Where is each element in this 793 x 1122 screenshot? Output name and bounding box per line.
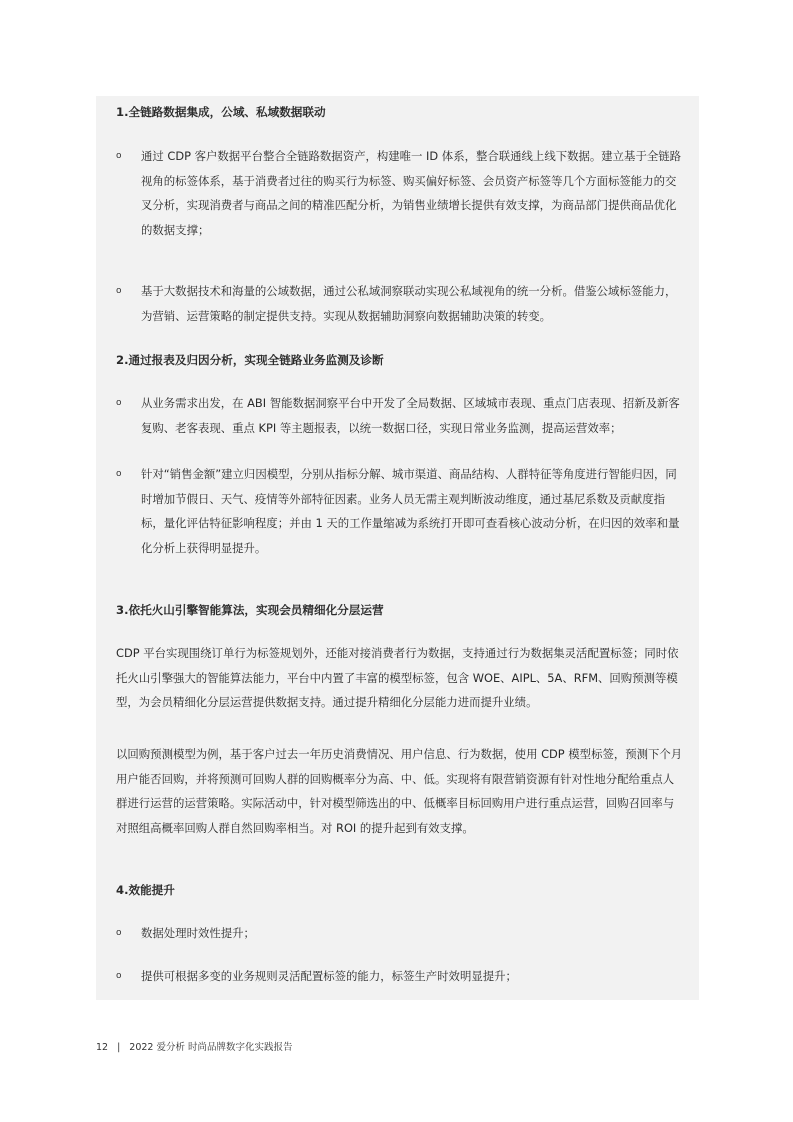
report-title: 2022 爱分析 时尚品牌数字化实践报告 bbox=[129, 1042, 293, 1053]
bullet-icon: o bbox=[116, 971, 122, 981]
list-item bbox=[116, 279, 685, 328]
list-item-text: 通过 CDP 客户数据平台整合全链路数据资产，构建唯一 ID 体系，整合联通线上线下数据。建立基于全链路视角的标签体系，基于消费者过往的购买行为标签、购买偏好标签、会员资产标签等几个方面标签能力的交叉分析，实现消费者与商品之间的精准匹配分析，为销售业绩增长提供有效支撑，为商品部门提供商品优化的数据支撑； bbox=[141, 149, 682, 237]
list-item bbox=[116, 462, 685, 560]
list-item-text: 基于大数据技术和海量的公域数据，通过公私域洞察联动实现公私域视角的统一分析。借鉴公域标签能力，为营销、运营策略的制定提供支持。实现从数据辅助洞察向数据辅助决策的转变。 bbox=[141, 284, 677, 323]
section-heading: 4.效能提升 bbox=[116, 883, 175, 897]
bullet-icon: o bbox=[116, 469, 122, 479]
list-item bbox=[116, 964, 685, 989]
list-item bbox=[116, 921, 685, 946]
section-heading: 3.依托火山引擎智能算法，实现会员精细化分层运营 bbox=[116, 603, 384, 617]
paragraph bbox=[116, 641, 684, 715]
list-item-text: 数据处理时效性提升； bbox=[141, 926, 255, 940]
section-heading: 1.全链路数据集成，公域、私域数据联动 bbox=[116, 105, 326, 119]
bullet-icon: o bbox=[116, 151, 122, 161]
section-heading: 2.通过报表及归因分析，实现全链路业务监测及诊断 bbox=[116, 353, 384, 367]
page-footer bbox=[96, 1039, 293, 1053]
list-item bbox=[116, 144, 685, 242]
section-3 bbox=[116, 598, 684, 623]
list-item bbox=[116, 391, 685, 440]
section-4 bbox=[116, 878, 684, 903]
footer-separator: | bbox=[117, 1042, 121, 1053]
paragraph-text: 以回购预测模型为例，基于客户过去一年历史消费情况、用户信息、行为数据，使用 CDP 模型标签，预测下个月用户能否回购，并将预测可回购人群的回购概率分为高、中、低。实现将有限营销资源有针对性地分配给重点人群进行运营的运营策略。实际活动中，针对模型筛选出的中、低概率目标回购用户进行重点运营，回购召回率与对照组高概率回购人群自然回购率相当。对 ROI 的提升起到有效支撑。 bbox=[116, 747, 683, 835]
list-item-text: 从业务需求出发，在 ABI 智能数据洞察平台中开发了全局数据、区域城市表现、重点门店表现、招新及新客复购、老客表现、重点 KPI 等主题报表，以统一数据口径，实现日常业务监测，提高运营效率； bbox=[141, 396, 680, 435]
paragraph-text: CDP 平台实现围绕订单行为标签规划外，还能对接消费者行为数据，支持通过行为数据集灵活配置标签；同时依托火山引擎强大的智能算法能力，平台中内置了丰富的模型标签，包含 WOE、AIPL、5A、RFM、回购预测等模型，为会员精细化分层运营提供数据支持。通过提升精细化分层能力进而提升业绩。 bbox=[116, 646, 679, 709]
paragraph bbox=[116, 742, 684, 840]
page-number: 12 bbox=[96, 1042, 109, 1053]
list-item-text: 提供可根据多变的业务规则灵活配置标签的能力，标签生产时效明显提升； bbox=[141, 969, 517, 983]
bullet-icon: o bbox=[116, 398, 122, 408]
section-1 bbox=[116, 100, 684, 125]
section-2 bbox=[116, 348, 684, 373]
bullet-icon: o bbox=[116, 286, 122, 296]
bullet-icon: o bbox=[116, 928, 122, 938]
list-item-text: 针对“销售金额”建立归因模型，分别从指标分解、城市渠道、商品结构、人群特征等角度进行智能归因，同时增加节假日、天气、疫情等外部特征因素。业务人员无需主观判断波动维度，通过基尼系数及贡献度指标，量化评估特征影响程度；并由 1 天的工作量缩减为系统打开即可查看核心波动分析，在归因的效率和量化分析上获得明显提升。 bbox=[141, 467, 680, 555]
